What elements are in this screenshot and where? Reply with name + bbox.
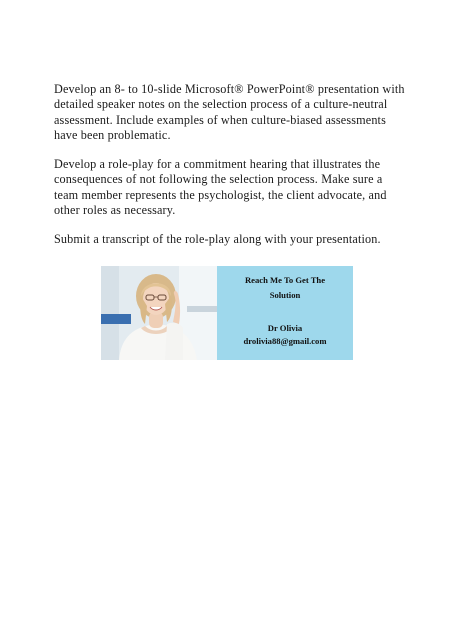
contact-headline-line1: Reach Me To Get The xyxy=(244,275,326,285)
paragraph-presentation-task: Develop an 8- to 10-slide Microsoft® PowerPoint® presentation with detailed speaker notes on the selection process of a culture-neutral assessment. Include examples of when culture-biased assessments have been problematic. xyxy=(54,82,405,142)
document-body xyxy=(54,82,406,262)
tutor-photo xyxy=(101,266,217,360)
contact-email[interactable]: drolivia88@gmail.com xyxy=(243,336,327,346)
contact-info-panel xyxy=(217,266,353,360)
contact-headline-line2: Solution xyxy=(269,290,301,300)
contact-name: Dr Olivia xyxy=(267,323,303,333)
paragraph-role-play-task: Develop a role-play for a commitment hearing that illustrates the consequences of not following the selection process. Make sure a team member represents the psychologist, the client advocate, and other roles as necessary. xyxy=(54,157,387,218)
contact-banner xyxy=(101,266,353,360)
paragraph-submit-task: Submit a transcript of the role-play along with your presentation. xyxy=(54,232,381,247)
woman-portrait-image xyxy=(101,266,217,360)
